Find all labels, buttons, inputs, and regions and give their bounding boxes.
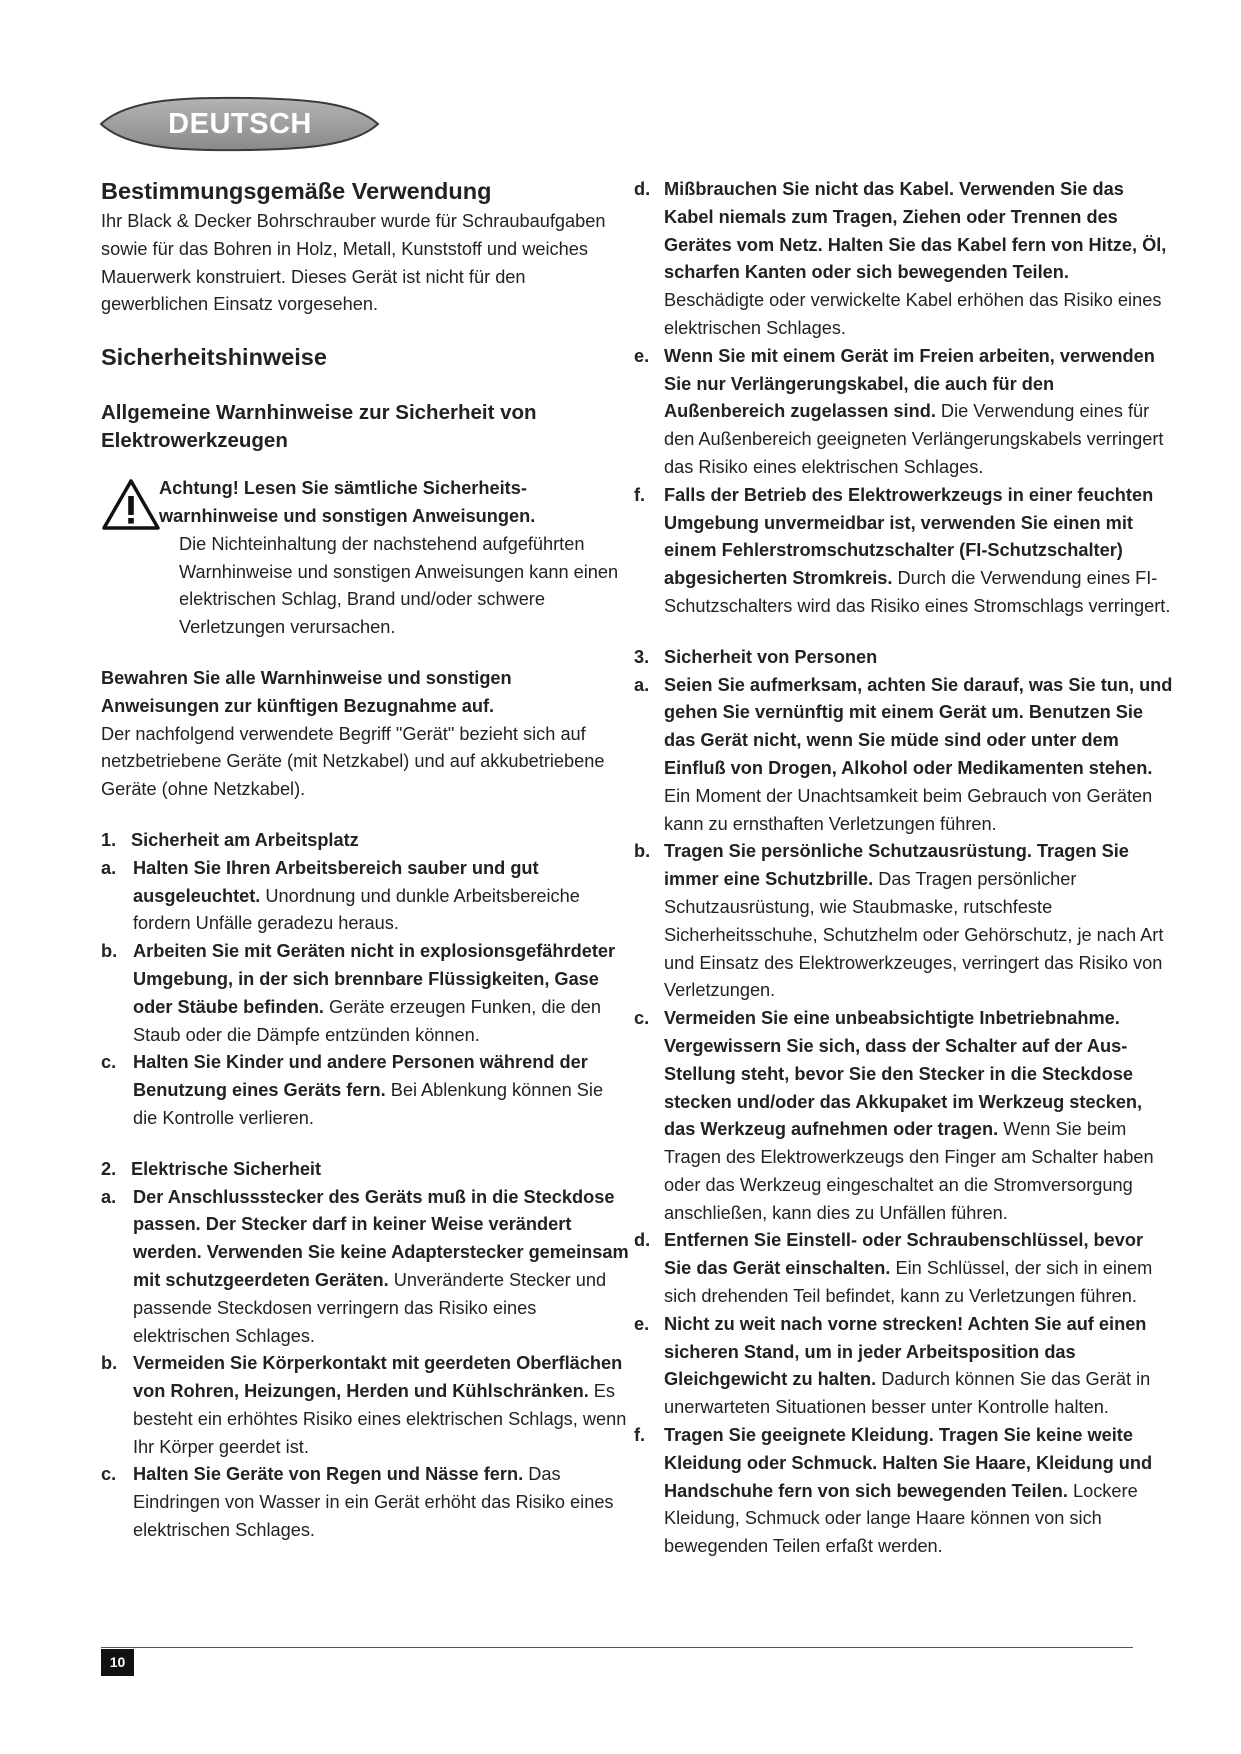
list-item: b. Tragen Sie persönliche Schutzausrüstung. Tragen Sie immer eine Schutzbrille. Das Tragen persönlicher Schutzausrüstung, wie Staubmaske, rutschfeste Sicherheitsschuhe, Schutzhelm oder Gehörschutz, je nach Art und Einsatz des Elektrowerkzeuges, verringert das Risiko von Verletzungen. <box>634 841 1164 1001</box>
right-column <box>634 176 1174 1561</box>
list-item: f. Falls der Betrieb des Elektrowerkzeugs in einer feuchten Umgebung unvermeidbar ist, verwenden Sie einen mit einem Fehlerstromschutzschalter (FI-Schutzschalter) abgesicherten Stromkreis. Durch die Verwendung eines FI-Schutzschalters wird das Risiko eines Stromschlags verringert. <box>634 484 1171 616</box>
list-item: a. Halten Sie Ihren Arbeitsbereich sauber und gut ausgeleuchtet. Unordnung und dunkle Arbeitsbereiche fordern Unfälle geradezu heraus. <box>101 857 580 934</box>
language-label: DEUTSCH <box>168 108 312 140</box>
page-number: 10 <box>101 1649 134 1676</box>
language-tab <box>99 96 381 152</box>
list-item: b. Arbeiten Sie mit Geräten nicht in explosionsgefährdeter Umgebung, in der sich brennbare Flüssigkeiten, Gase oder Stäube befinden. Geräte erzeugen Funken, die den Staub oder die Dämpfe entzünden können. <box>101 941 616 1045</box>
section-2-heading: 2. Elektrische Sicherheit <box>101 1158 322 1179</box>
list-item: c. Halten Sie Kinder und andere Personen während der Benutzung eines Geräts fern. Bei Ablenkung können Sie die Kontrolle verlieren. <box>101 1052 604 1128</box>
list-item: d. Mißbrauchen Sie nicht das Kabel. Verwenden Sie das Kabel niemals zum Tragen, Ziehen oder Trennen des Gerätes vom Netz. Halten Sie das Kabel fern von Hitze, Öl, scharfen Kanten oder sich bewegenden Teilen. Beschädigte oder verwickelte Kabel erhöhen das Risiko eines elektrischen Schlages. <box>634 179 1167 338</box>
warning-triangle-icon <box>101 478 161 532</box>
footer-rule <box>101 1647 1133 1648</box>
warning-bold: Achtung! Lesen Sie sämtliche Sicherheits-warnhinweise und sonstigen Anweisungen. <box>159 478 536 526</box>
list-item: f. Tragen Sie geeignete Kleidung. Tragen Sie keine weite Kleidung oder Schmuck. Halten Sie Haare, Kleidung und Handschuhe fern von sich bewegenden Teilen. Lockere Kleidung, Schmuck oder lange Haare können von sich bewegenden Teilen erfaßt werden. <box>634 1425 1153 1557</box>
warning-block <box>101 475 631 642</box>
list-item: e. Wenn Sie mit einem Gerät im Freien arbeiten, verwenden Sie nur Verlängerungskabel, die auch für den Außenbereich zugelassen sind. Die Verwendung eines für den Außenbereich geeigneten Verlängerungskabels verringert das Risiko eines elektrischen Schlages. <box>634 345 1164 477</box>
list-item: c. Halten Sie Geräte von Regen und Nässe fern. Das Eindringen von Wasser in ein Gerät erhöht das Risiko eines elektrischen Schlages. <box>101 1464 614 1541</box>
list-item: a. Seien Sie aufmerksam, achten Sie darauf, was Sie tun, und gehen Sie vernünftig mit einem Gerät um. Benutzen Sie das Gerät nicht, wenn Sie müde sind oder unter dem Einfluß von Drogen, Alkohol oder Medikamenten stehen. Ein Moment der Unachtsamkeit beim Gebrauch von Geräten kann zu ernsthaften Verletzungen führen. <box>634 674 1173 834</box>
list-item: b. Vermeiden Sie Körperkontakt mit geerdeten Oberflächen von Rohren, Heizungen, Herden und Kühlschränken. Es besteht ein erhöhtes Risiko eines elektrischen Schlags, wenn Ihr Körper geerdet ist. <box>101 1353 627 1457</box>
list-item: a. Der Anschlussstecker des Geräts muß in die Steckdose passen. Der Stecker darf in keiner Weise verändert werden. Verwenden Sie keine Adapterstecker gemeinsam mit schutzgeerdeten Geräten. Unveränderte Stecker und passende Steckdosen verringern das Risiko eines elektrischen Schlages. <box>101 1186 629 1346</box>
intended-use-heading: Bestimmungsgemäße Verwendung <box>101 178 492 204</box>
safety-subheading: Allgemeine Warnhinweise zur Sicherheit von Elektrowerkzeugen <box>101 401 537 453</box>
keep-instructions-bold: Bewahren Sie alle Warnhinweise und sonstigen Anweisungen zur künftigen Bezugnahme auf. <box>101 667 512 716</box>
list-item: c. Vermeiden Sie eine unbeabsichtigte Inbetriebnahme. Vergewissern Sie sich, dass der Schalter auf der Aus-Stellung steht, bevor Sie den Stecker in die Steckdose stecken und/oder das Akkupaket im Werkzeug stecken, das Werkzeug aufnehmen oder tragen. Wenn Sie beim Tragen des Elektrowerkzeugs den Finger am Schalter haben oder das Werkzeug eingeschaltet an die Stromversorgung anschließen, kann dies zu Unfällen führen. <box>634 1008 1154 1223</box>
keep-instructions-text: Der nachfolgend verwendete Begriff "Gerät" bezieht sich auf netzbetriebene Geräte (mit Netzkabel) und auf akkubetriebene Geräte (ohne Netzkabel). <box>101 723 605 800</box>
intended-use-text: Ihr Black & Decker Bohrschrauber wurde für Schraubaufgaben sowie für das Bohren in Holz, Metall, Kunststoff und weiches Mauerwerk konstruiert. Dieses Gerät ist nicht für den gewerblichen Einsatz vorgesehen. <box>101 211 606 315</box>
section-1-heading: 1. Sicherheit am Arbeitsplatz <box>101 829 359 850</box>
warning-text: Die Nichteinhaltung der nachstehend aufgeführten Warnhinweise und sonstigen Anweisungen kann einen elektrischen Schlag, Brand und/oder schwere Verletzungen verursachen. <box>179 533 619 638</box>
list-item: d. Entfernen Sie Einstell- oder Schraubenschlüssel, bevor Sie das Gerät einschalten. Ein Schlüssel, der sich in einem sich drehenden Teil befindet, kann zu Verletzungen führen. <box>634 1230 1153 1307</box>
safety-heading: Sicherheitshinweise <box>101 344 327 371</box>
list-item: e. Nicht zu weit nach vorne strecken! Achten Sie auf einen sicheren Stand, um in jeder Arbeitsposition das Gleichgewicht zu halten. Dadurch können Sie das Gerät in unerwarteten Situationen besser unter Kontrolle halten. <box>634 1313 1151 1418</box>
left-column <box>101 176 631 1545</box>
section-3-heading: 3. Sicherheit von Personen <box>634 646 878 667</box>
